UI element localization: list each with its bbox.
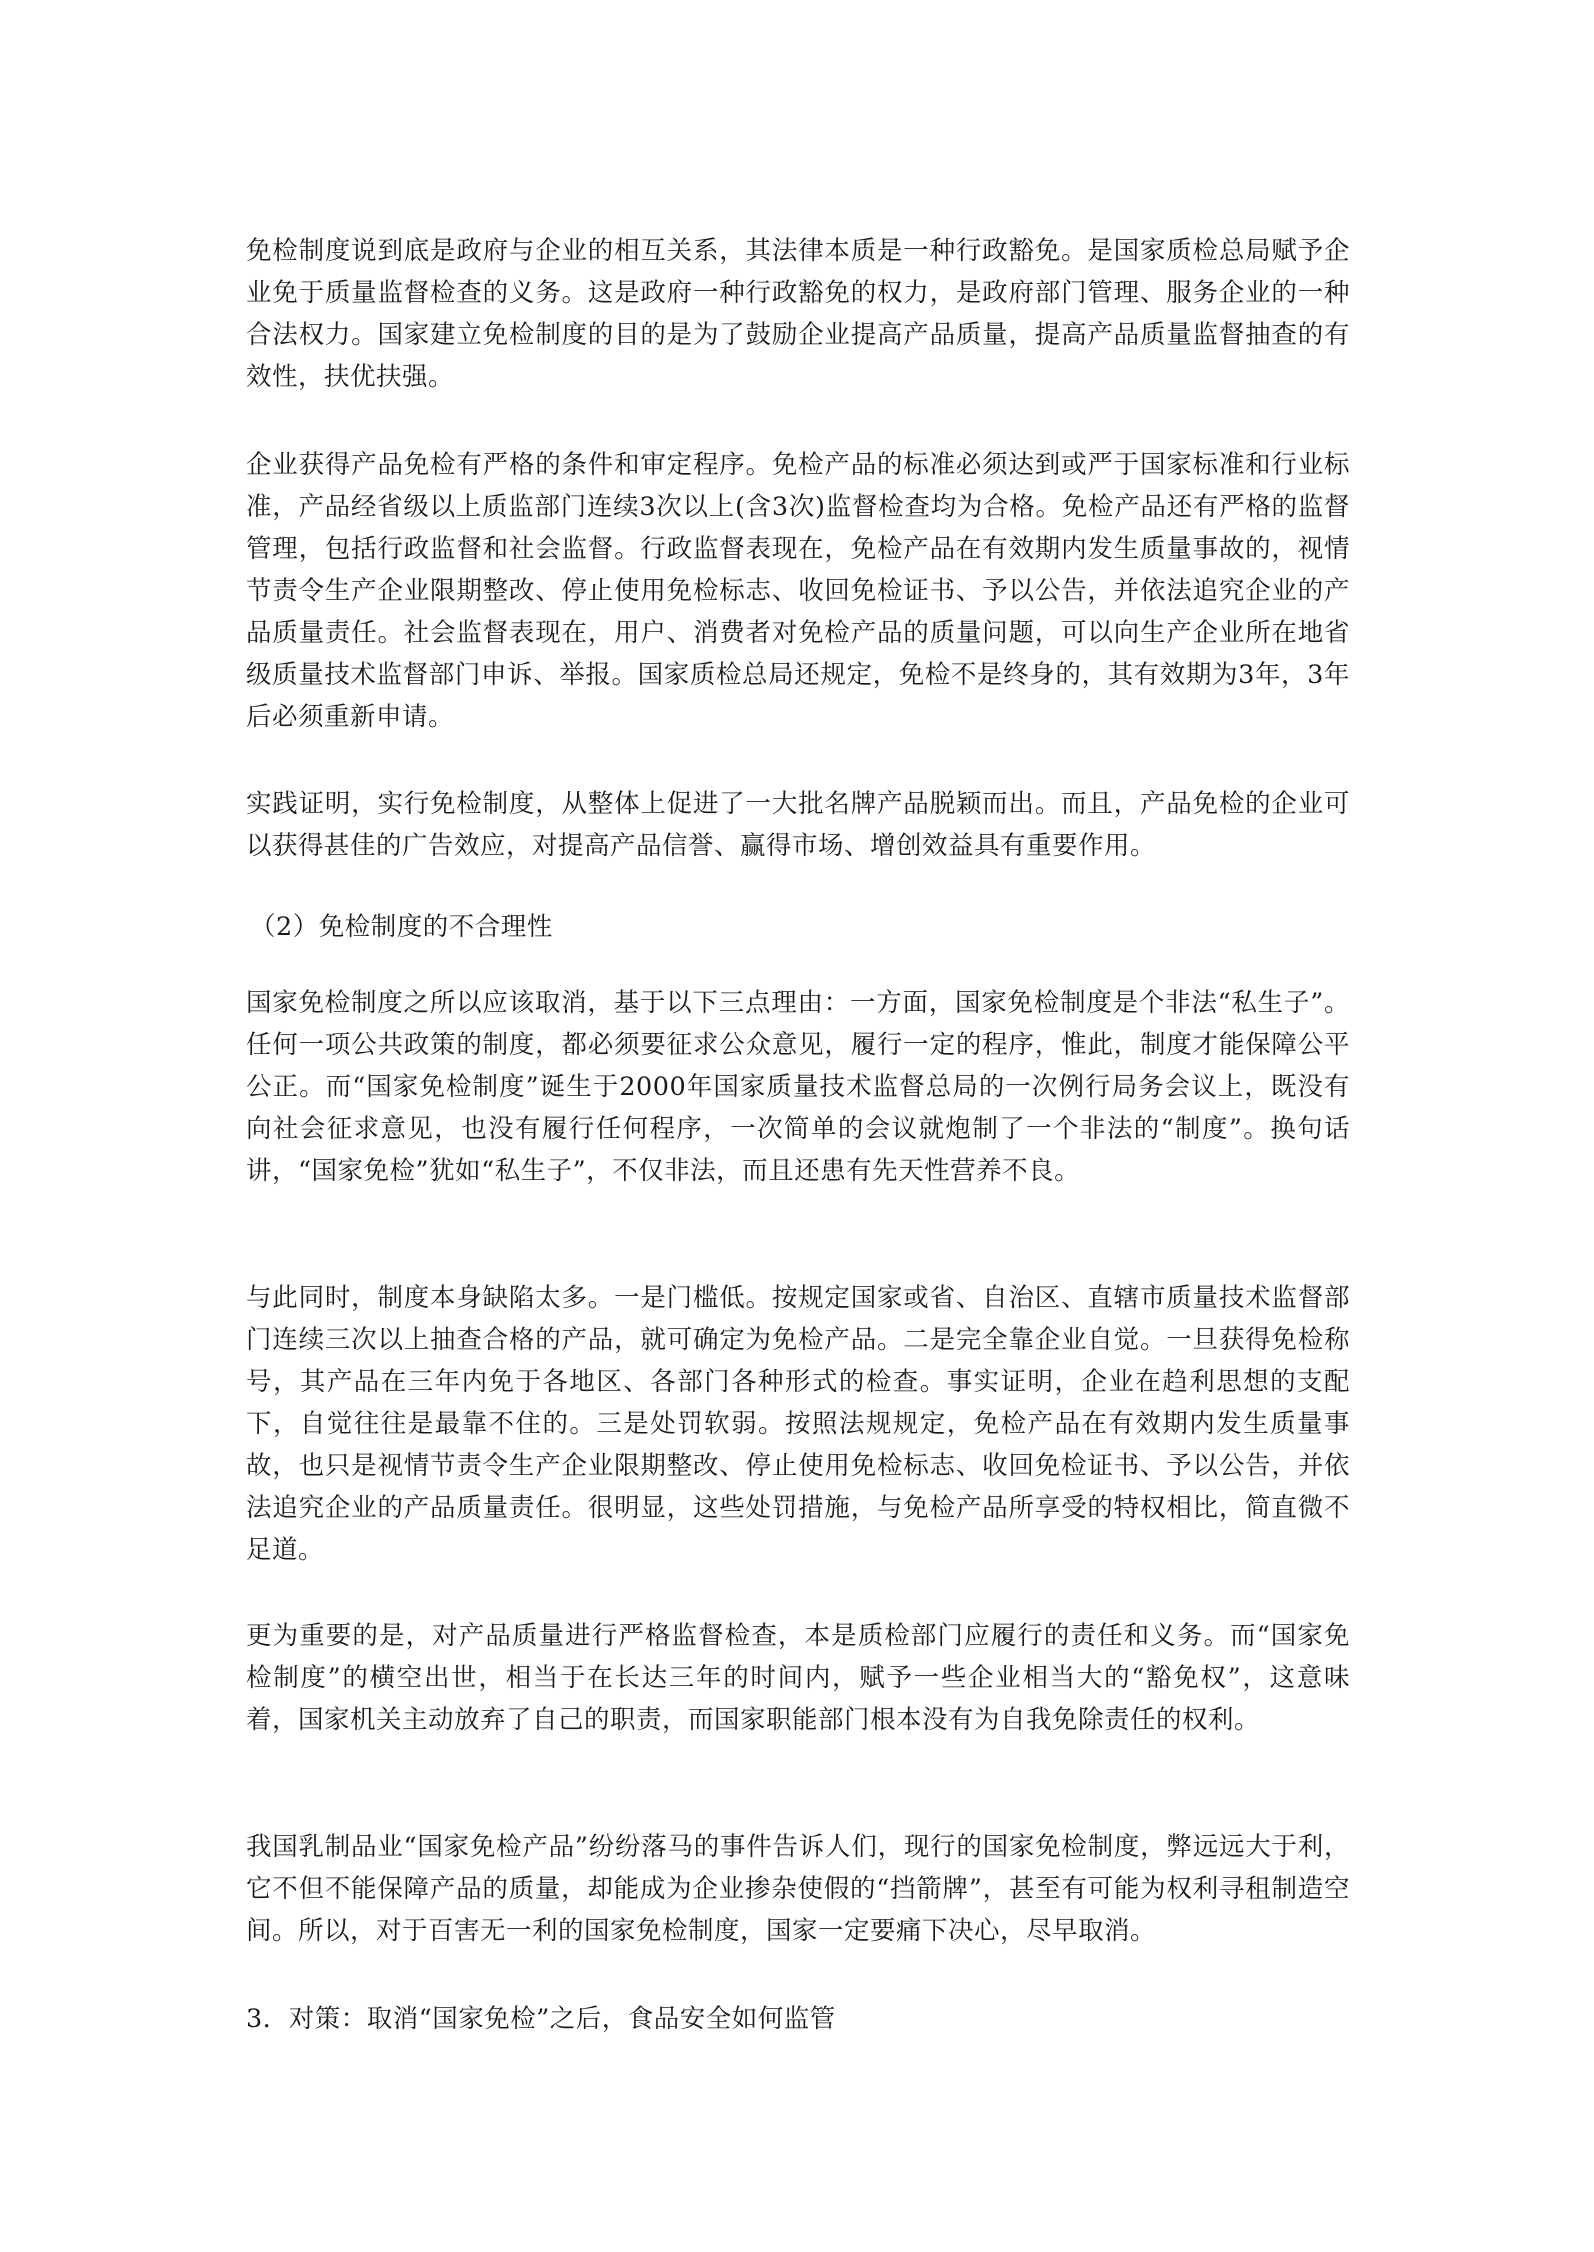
paragraph-exemption-nature: 免检制度说到底是政府与企业的相互关系，其法律本质是一种行政豁免。是国家质检总局赋予企业免于质量监督检查的义务。这是政府一种行政豁免的权力，是政府部门管理、服务企业的一种合法权力。国家建立免检制度的目的是为了鼓励企业提高产品质量，提高产品质量监督抽查的有效性，扶优扶强。 — [246, 236, 1350, 392]
section-heading-countermeasures: 3．对策：取消“国家免检”之后，食品安全如何监管 — [246, 2004, 836, 2034]
paragraph-dairy-lesson: 我国乳制品业“国家免检产品”纷纷落马的事件告诉人们，现行的国家免检制度，弊远远大于利，它不但不能保障产品的质量，却能成为企业掺杂使假的“挡箭牌”，甚至有可能为权利寻租制造空间。所以，对于百害无一利的国家免检制度，国家一定要痛下决心，尽早取消。 — [246, 1832, 1350, 1946]
paragraph-practice-proof: 实践证明，实行免检制度，从整体上促进了一大批名牌产品脱颖而出。而且，产品免检的企业可以获得甚佳的广告效应，对提高产品信誉、赢得市场、增创效益具有重要作用。 — [246, 789, 1350, 861]
section-heading-unreasonableness: （2）免检制度的不合理性 — [250, 912, 553, 942]
paragraph-system-defects: 与此同时，制度本身缺陷太多。一是门槛低。按规定国家或省、自治区、直辖市质量技术监督部门连续三次以上抽查合格的产品，就可确定为免检产品。二是完全靠企业自觉。一旦获得免检称号，其产品在三年内免于各地区、各部门各种形式的检查。事实证明，企业在趋利思想的支配下，自觉往往是最靠不住的。三是处罚软弱。按照法规规定，免检产品在有效期内发生质量事故，也只是视情节责令生产企业限期整改、停止使用免检标志、收回免检证书、予以公告，并依法追究企业的产品质量责任。很明显，这些处罚措施，与免检产品所享受的特权相比，简直微不足道。 — [246, 1283, 1350, 1565]
paragraph-illegal-origin: 国家免检制度之所以应该取消，基于以下三点理由：一方面，国家免检制度是个非法“私生子”。任何一项公共政策的制度，都必须要征求公众意见，履行一定的程序，惟此，制度才能保障公平公正。而“国家免检制度”诞生于2000年国家质量技术监督总局的一次例行局务会议上，既没有向社会征求意见，也没有履行任何程序，一次简单的会议就炮制了一个非法的“制度”。换句话讲，“国家免检”犹如“私生子”，不仅非法，而且还患有先天性营养不良。 — [246, 988, 1350, 1186]
paragraph-exemption-conditions: 企业获得产品免检有严格的条件和审定程序。免检产品的标准必须达到或严于国家标准和行业标准，产品经省级以上质监部门连续3次以上(含3次)监督检查均为合格。免检产品还有严格的监督管理，包括行政监督和社会监督。行政监督表现在，免检产品在有效期内发生质量事故的，视情节责令生产企业限期整改、停止使用免检标志、收回免检证书、予以公告，并依法追究企业的产品质量责任。社会监督表现在，用户、消费者对免检产品的质量问题，可以向生产企业所在地省级质量技术监督部门申诉、举报。国家质检总局还规定，免检不是终身的，其有效期为3年，3年后必须重新申请。 — [246, 450, 1350, 732]
paragraph-responsibility: 更为重要的是，对产品质量进行严格监督检查，本是质检部门应履行的责任和义务。而“国家免检制度”的横空出世，相当于在长达三年的时间内，赋予一些企业相当大的“豁免权”，这意味着，国家机关主动放弃了自己的职责，而国家职能部门根本没有为自我免除责任的权利。 — [246, 1621, 1350, 1735]
